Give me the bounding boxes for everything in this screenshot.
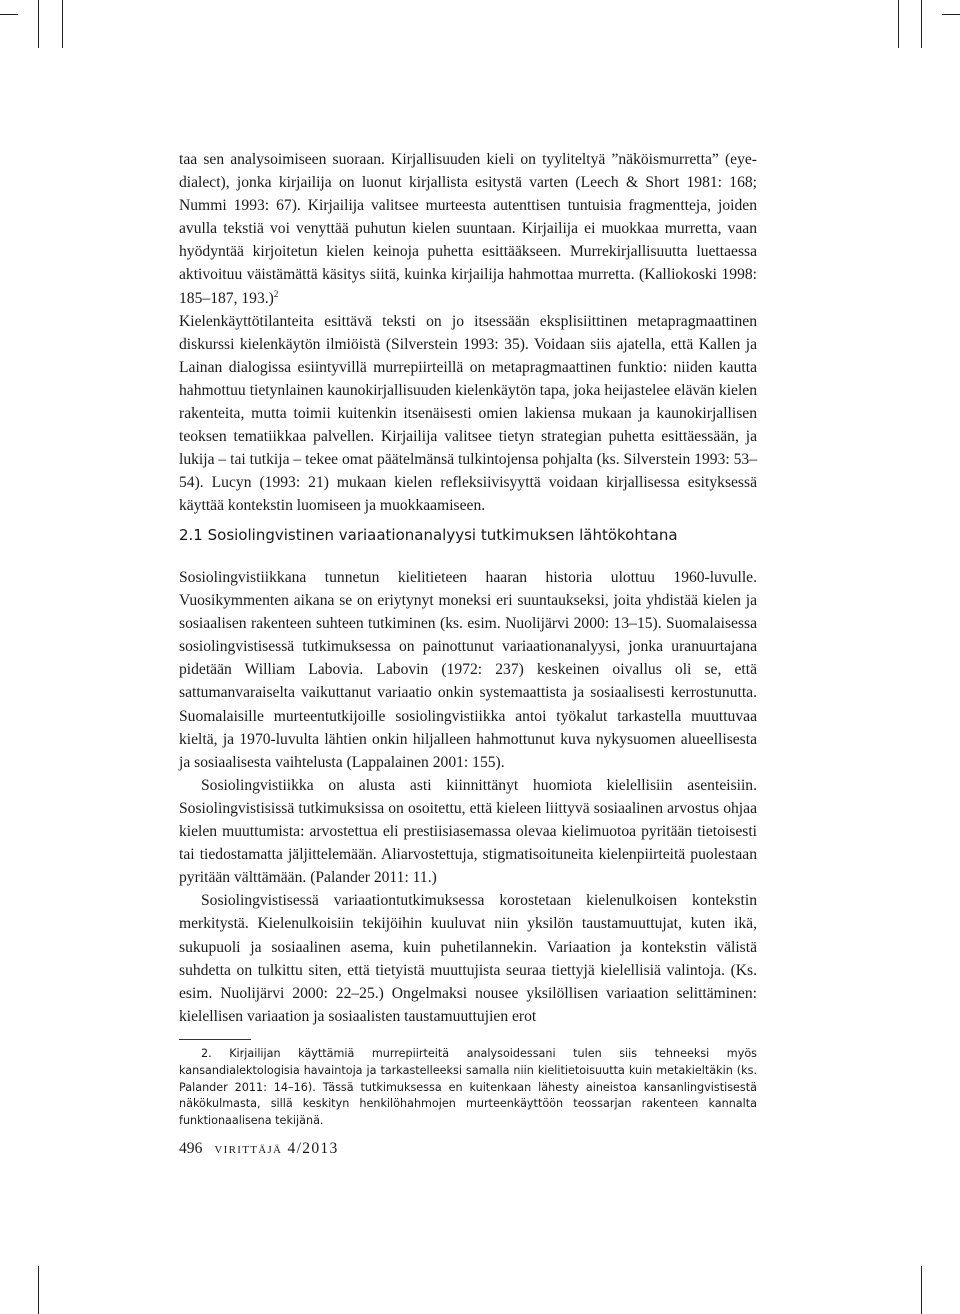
paragraph-2: Kielenkäyttötilanteita esittävä teksti on jo itsessään eksplisiittinen metapragmaattinen diskurssi kielenkäytön ilmiöistä (Silverstein 1993: 35). Voidaan siis ajatella, että Kallen ja Lainan dialogissa esiintyvillä murrepiirteillä on metapragmaattinen funktio: niiden kautta hahmottuu tietynlainen kaunokirjallisuuden kielenkäytön tapa, joka heijastelee elävän kielen rakenteita, mutta toimii kuitenkin itsenäisesti omien lakiensa mukaan ja kaunokirjallisen teoksen tematiikkaa palvellen. Kirjailija valitsee tietyn strategian puhetta esittäessään, ja lukija – tai tutkija – tekee omat päätelmänsä tulkintojensa pohjalta (ks. Silverstein 1993: 53–54). Lucyn (1993: 21) mukaan kielen refleksiivisyyttä voidaan kirjallisessa esityksessä käyttää kontekstin luomiseen ja muokkaamiseen.	[179, 312, 757, 515]
paragraph-4: Sosiolingvistiikka on alusta asti kiinnittänyt huomiota kielellisiin asenteisiin. Sosiolingvistisissä tutkimuksissa on osoitettu, että kieleen liittyvä sosiaalinen arvostus ohjaa kielen muuttumista: arvostettua eli prestiisiasemassa olevaa kielimuotoa pyritään tietoisesti tai tiedostamatta jäljittelemään. Aliarvostettuja, stigmatisoituneita kielenpiirteitä puolestaan pyritään välttämään. (Palander 2011: 11.)	[179, 776, 757, 887]
footnote-divider	[179, 1039, 251, 1040]
crop-mark-bottom-left	[38, 1266, 39, 1314]
footnote-2: 2. Kirjailijan käyttämiä murrepiirteitä analysoidessani tulen siis tehneeksi myös kansandialektologisia havaintoja ja tarkastelleeksi samalla niin kielitietoisuutta kuin metakieltäkin (ks. Palander 2011: 14–16). Tässä tutkimuksessa en kuitenkaan lähesty aineistoa kansanlingvistisestä näkökulmasta, sillä keskityn henkilöhahmojen murteenkäyttöön teossarjan rakenteen kannalta funktionaalisena tekijänä.	[179, 1047, 757, 1128]
paragraph-1	[179, 148, 757, 310]
page-number: 496	[179, 1140, 203, 1157]
journal-name: virittäjä 4/2013	[214, 1140, 339, 1157]
paragraph-5: Sosiolingvistisessä variaationtutkimuksessa korostetaan kielenulkoisen kontekstin merkitystä. Kielenulkoisiin tekijöihin kuuluvat niin yksilön taustamuuttujat, kuten ikä, sukupuoli ja sosiaalinen asema, kuin puhetilannekin. Variaation ja kontekstin välistä suhdetta on tulkittu siten, että tietyistä muuttujista seuraa tiettyjä kielellisiä valintoja. (Ks. esim. Nuolijärvi 2000: 22–25.) Ongelmaksi nousee yksilöllisen variaation selittäminen: kielellisen variaation ja sosiaalisten taustamuuttujien erot	[179, 892, 757, 1025]
crop-mark-top-right	[921, 0, 922, 48]
section-heading: 2.1 Sosiolingvistinen variaationanalyysi tutkimuksen lähtökohtana	[179, 526, 678, 544]
body-text-bottom	[179, 566, 757, 1028]
crop-mark-top-right-inner	[898, 0, 899, 48]
paragraph-3: Sosiolingvistiikkana tunnetun kielitieteen haaran historia ulottuu 1960-luvulle. Vuosikymmenten aikana se on eriytynyt moneksi eri suuntaukseksi, joita yhdistää kielen ja sosiaalisen rakenteen suhteen tutkiminen (ks. esim. Nuolijärvi 2000: 13–15). Suomalaisessa sosiolingvistisessä tutkimuksessa on painottunut variaationanalyysi, jonka uranuurtajana pidetään William Labovia. Labovin (1972: 237) keskeinen oivallus oli se, että sattumanvaraiselta vaikuttanut variaatio onkin systemaattista ja sosiaalisesti kerrostunutta. Suomalaisille murteentutkijoille sosiolingvistiikka antoi työkalut tarkastella muuttuvaa kieltä, ja 1970-luvulta lähtien onkin hiljalleen hahmottunut kuva nykysuomen alueellisesta ja sosiaalisesta vaihtelusta (Lappalainen 2001: 155).	[179, 569, 757, 771]
body-text-top	[179, 148, 757, 518]
crop-mark-top-left	[38, 0, 39, 48]
paragraph-1-text: taa sen analysoimiseen suoraan. Kirjallisuuden kieli on tyyliteltyä ”näköismurretta” (eye-dialect), jonka kirjailija on luonut kirjallista esitystä varten (Leech & Short 1981: 168; Nummi 1993: 67). Kirjailija valitsee murteesta autenttisen tuntuisia fragmentteja, joiden avulla tekstiä voi venyttää puhutun kielen suuntaan. Kirjailija ei muokkaa murretta, vaan hyödyntää kirjoitetun kielen keinoja puhetta esittääkseen. Murrekirjallisuutta luettaessa aktivoituu väistämättä käsitys siitä, kuinka kirjailija hahmottaa murretta. (Kalliokoski 1998: 185–187, 193.)	[179, 151, 757, 307]
crop-mark-bottom-right	[921, 1266, 922, 1314]
crop-mark-top-left-horizontal	[0, 14, 18, 15]
crop-mark-top-left-inner	[62, 0, 63, 48]
page-footer	[179, 1140, 339, 1158]
crop-mark-top-right-horizontal	[942, 14, 960, 15]
footnote-reference-2[interactable]: 2	[273, 288, 279, 299]
